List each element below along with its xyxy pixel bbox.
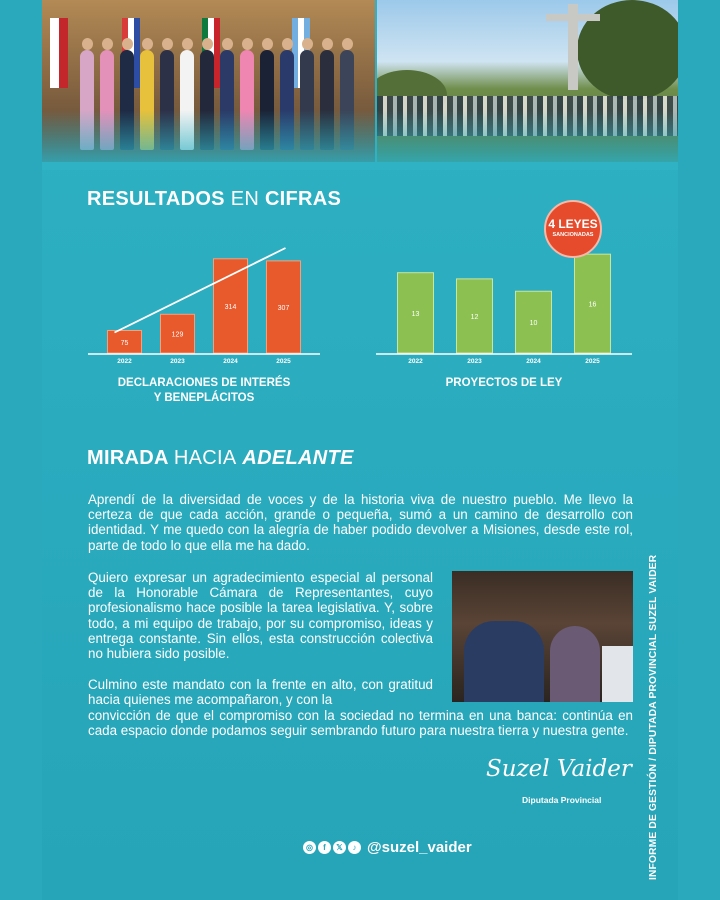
legislature-session-photo [452, 571, 633, 702]
x-tick-label: 2023 [170, 358, 185, 365]
results-heading: RESULTADOS EN CIFRAS [87, 188, 342, 210]
instagram-icon[interactable]: ◎ [303, 841, 316, 854]
badge-label: SANCIONADAS [552, 232, 594, 238]
chart-caption-line1: DECLARACIONES DE INTERÉS [117, 377, 291, 389]
x-tick-label: 2025 [585, 358, 600, 365]
left-margin [0, 0, 42, 900]
person-head [242, 38, 253, 50]
bar-value-label: 75 [120, 339, 129, 347]
chart-proyectos-caption [376, 376, 632, 391]
person-head [262, 38, 273, 50]
chart-declaraciones [88, 240, 320, 370]
person-back [464, 621, 544, 702]
x-tick-label: 2024 [223, 358, 238, 365]
person-head [122, 38, 133, 50]
person-head [182, 38, 193, 50]
forward-heading: MIRADA HACIA ADELANTE [87, 447, 354, 469]
paragraph-3-start: Culmino este mandato con la frente en alto, con gratitud hacia quienes me acompañaron, y con la [88, 677, 433, 708]
photo-fade [42, 110, 678, 170]
bar-value-label: 16 [588, 301, 597, 309]
social-handle[interactable]: @suzel_vaider [367, 839, 472, 856]
paragraph-3-end: convicción de que el compromiso con la sociedad no termina en una banca: continúa en cada espacio donde podamos seguir sembrando futuro para nuestra tierra y nuestra gente. [88, 708, 633, 739]
chart-declaraciones-caption [88, 376, 320, 406]
social-footer [303, 839, 472, 856]
badge-count: 4 LEYES [548, 217, 598, 231]
person-head [142, 38, 153, 50]
right-margin [678, 0, 720, 900]
person-head [322, 38, 333, 50]
trend-line [115, 248, 286, 333]
person-head [302, 38, 313, 50]
paragraph-1: Aprendí de la diversidad de voces y de la historia viva de nuestro pueblo. Me llevo la certeza de que cada acción, grande o pequeña, sumó a un camino de desarrollo con identidad. Y me quedo con la alegría de haber podido devolver a Misiones, desde este rol, parte de todo lo que ella me ha dado. [88, 492, 633, 553]
signature-role: Diputada Provincial [522, 795, 602, 805]
tiktok-icon[interactable]: ♪ [348, 841, 361, 854]
bar-value-label: 314 [224, 303, 237, 311]
x-icon[interactable]: 𝕏 [333, 841, 346, 854]
person-head [342, 38, 353, 50]
x-tick-label: 2025 [276, 358, 291, 365]
person-front [550, 626, 600, 702]
bar-value-label: 13 [411, 310, 420, 318]
bar-value-label: 12 [470, 313, 479, 321]
person-head [82, 38, 93, 50]
x-tick-label: 2022 [408, 358, 423, 365]
leyes-sancionadas-badge [544, 200, 602, 258]
person-head [222, 38, 233, 50]
chart-proyectos-svg [376, 240, 632, 370]
signature: Suzel Vaider [486, 756, 632, 782]
cross-monument-arm [546, 14, 600, 21]
person-side [602, 646, 633, 702]
x-tick-label: 2023 [467, 358, 482, 365]
x-tick-label: 2024 [526, 358, 541, 365]
side-label: INFORME DE GESTIÓN / DIPUTADA PROVINCIAL SUZEL VAIDER [648, 554, 659, 880]
bar-value-label: 10 [529, 320, 538, 328]
person-head [202, 38, 213, 50]
person-head [102, 38, 113, 50]
chart-declaraciones-svg [88, 240, 320, 370]
facebook-icon[interactable]: f [318, 841, 331, 854]
flag [50, 18, 68, 88]
paragraph-2: Quiero expresar un agradecimiento especial al personal de la Honorable Cámara de Representantes, cuyo profesionalismo hace posible la tarea legislativa. Y, sobre todo, a mi equipo de trabajo, por su compromiso, ideas y entrega constante. Sin ellos, esta construcción colectiva no hubiera sido posible. [88, 570, 433, 662]
chart-caption-title: PROYECTOS DE LEY [445, 377, 563, 389]
person-head [162, 38, 173, 50]
chart-caption-line2: Y BENEPLÁCITOS [153, 392, 255, 404]
bar-value-label: 307 [277, 304, 290, 312]
bar-value-label: 129 [171, 331, 184, 339]
chart-proyectos [376, 240, 632, 370]
person-head [282, 38, 293, 50]
x-tick-label: 2022 [117, 358, 132, 365]
